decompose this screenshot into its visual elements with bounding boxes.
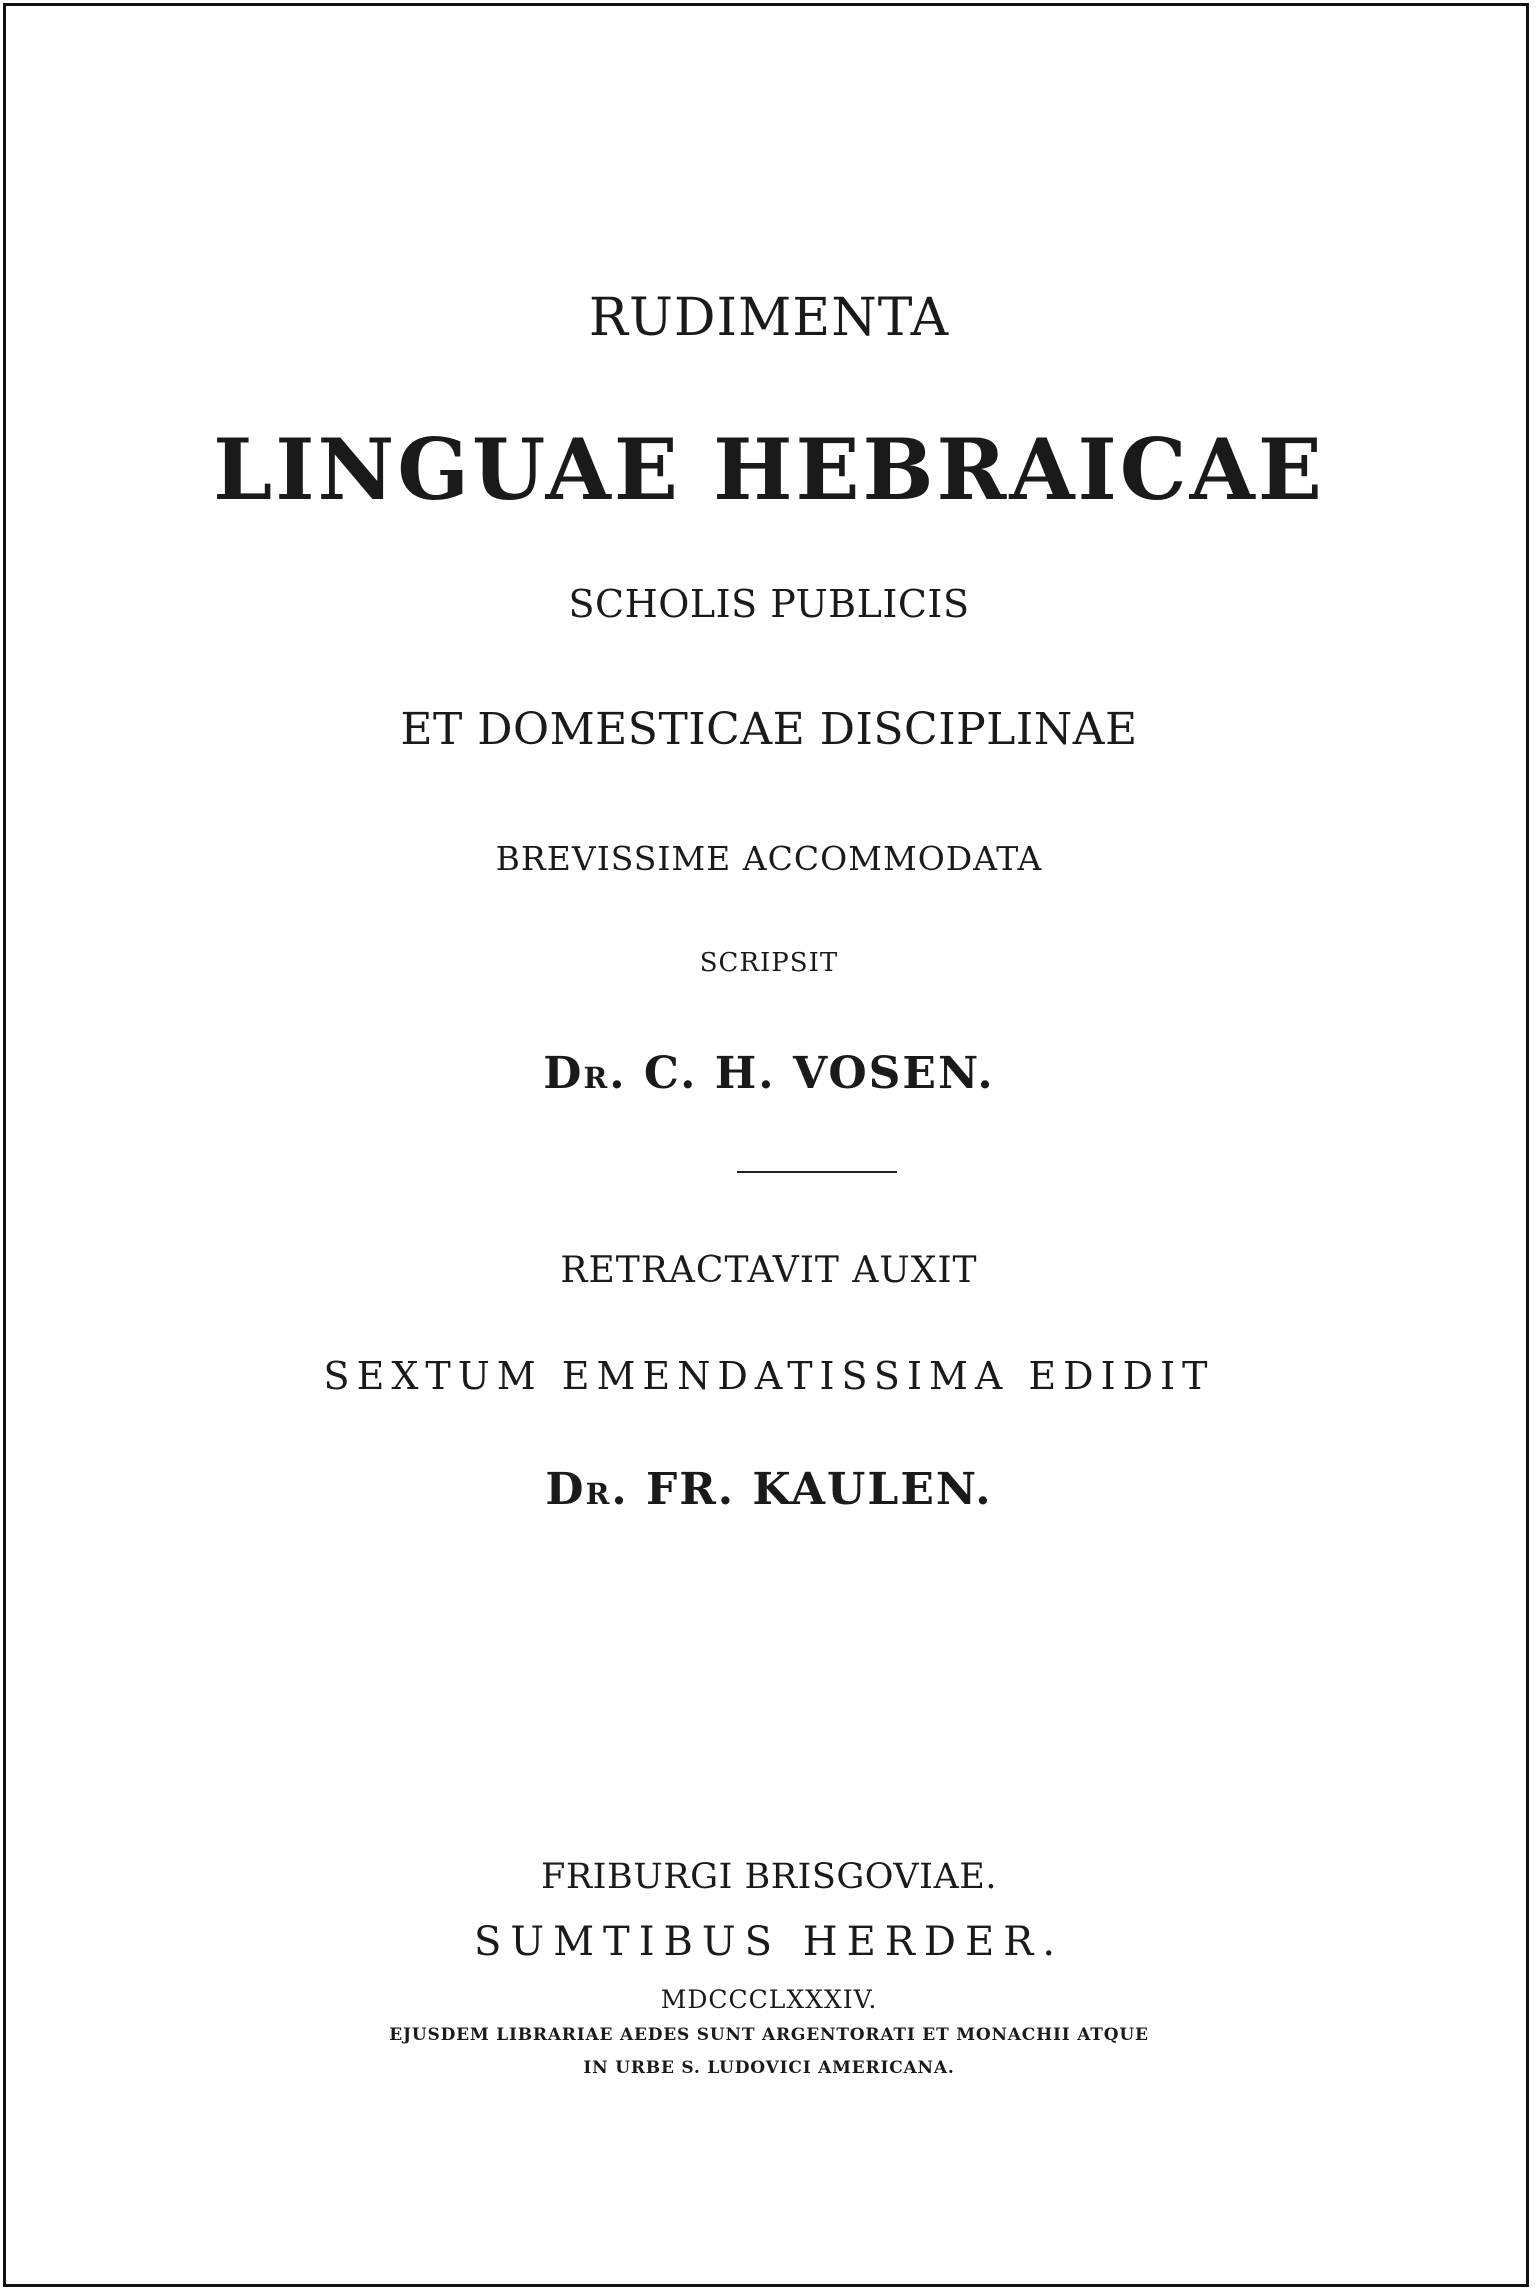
author-name: [0, 1048, 1538, 1099]
imprint-year: MDCCCLXXXIV.: [660, 1985, 878, 2014]
author-prefix-small: R: [583, 1061, 610, 1095]
divider-rule: [737, 1171, 897, 1173]
imprint-note-line-1: EJUSDEM LIBRARIAE AEDES SUNT ARGENTORATI ET MONACHII ATQUE: [389, 2025, 1149, 2045]
subtitle-domesticae: ET DOMESTICAE DISCIPLINAE: [400, 704, 1138, 755]
imprint-note-line-2: IN URBE S. LUDOVICI AMERICANA.: [583, 2058, 955, 2078]
editor-name-text: . FR. KAULEN.: [611, 1464, 993, 1515]
edition-line: SEXTUM EMENDATISSIMA EDIDIT: [323, 1354, 1215, 1398]
author-name-text: . C. H. VOSEN.: [609, 1048, 995, 1099]
imprint-place: FRIBURGI BRISGOVIAE.: [541, 1857, 997, 1897]
imprint-publisher: SUMTIBUS HERDER.: [473, 1919, 1065, 1965]
main-title: LINGUAE HEBRAICAE: [213, 420, 1325, 519]
editor-prefix-small: R: [585, 1477, 612, 1511]
editor-prefix: D: [545, 1464, 586, 1515]
title-rudimenta: RUDIMENTA: [588, 288, 950, 348]
scripsit-label: SCRIPSIT: [699, 948, 839, 978]
retractavit-line: RETRACTAVIT AUXIT: [560, 1250, 978, 1291]
subtitle-scholis: SCHOLIS PUBLICIS: [568, 582, 970, 626]
subtitle-brevissime: BREVISSIME ACCOMMODATA: [495, 839, 1043, 878]
author-prefix: D: [543, 1048, 584, 1099]
editor-name: [0, 1464, 1538, 1515]
